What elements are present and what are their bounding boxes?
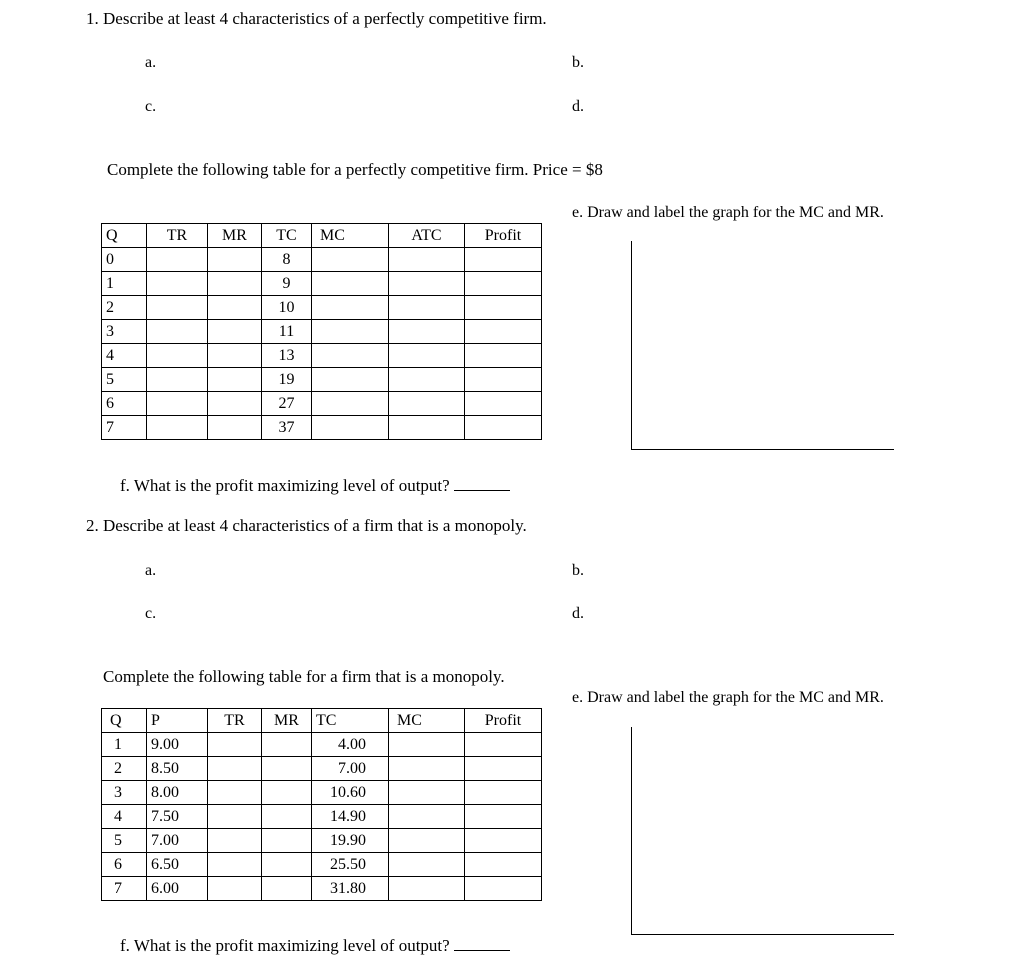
cell-mc[interactable] bbox=[312, 296, 389, 320]
cell-mc[interactable] bbox=[389, 781, 465, 805]
table-row bbox=[102, 344, 542, 368]
cell-tr[interactable] bbox=[147, 416, 208, 440]
q2-graph-y-axis bbox=[631, 727, 632, 935]
cell-profit[interactable] bbox=[465, 368, 542, 392]
cell-p: 7.00 bbox=[147, 829, 208, 853]
table-row bbox=[102, 877, 542, 901]
cell-p: 8.00 bbox=[147, 781, 208, 805]
cell-profit[interactable] bbox=[465, 853, 542, 877]
cell-profit[interactable] bbox=[465, 733, 542, 757]
cell-mr[interactable] bbox=[208, 392, 262, 416]
table-row bbox=[102, 368, 542, 392]
q1-graph-y-axis bbox=[631, 241, 632, 450]
cell-profit[interactable] bbox=[465, 248, 542, 272]
table-row bbox=[102, 416, 542, 440]
q1-graph-label: e. Draw and label the graph for the MC and MR. bbox=[572, 204, 884, 221]
cell-tc: 11 bbox=[262, 320, 312, 344]
cell-mr[interactable] bbox=[208, 344, 262, 368]
cell-mc[interactable] bbox=[312, 248, 389, 272]
q2-monopoly-table bbox=[101, 708, 542, 901]
cell-tc: 8 bbox=[262, 248, 312, 272]
cell-p: 6.50 bbox=[147, 853, 208, 877]
header-p: P bbox=[147, 709, 208, 733]
cell-profit[interactable] bbox=[465, 757, 542, 781]
cell-q: 4 bbox=[102, 344, 147, 368]
cell-tc: 19.90 bbox=[312, 829, 389, 853]
header-mc: MC bbox=[389, 709, 465, 733]
cell-tc: 4.00 bbox=[312, 733, 389, 757]
cell-mr[interactable] bbox=[262, 877, 312, 901]
q2-graph-x-axis bbox=[631, 934, 894, 935]
table-row bbox=[102, 805, 542, 829]
cell-q: 7 bbox=[102, 416, 147, 440]
cell-q: 7 bbox=[102, 877, 147, 901]
cell-q: 3 bbox=[102, 320, 147, 344]
cell-p: 7.50 bbox=[147, 805, 208, 829]
q1-profit-question-text: f. What is the profit maximizing level of output? bbox=[120, 476, 450, 495]
cell-p: 9.00 bbox=[147, 733, 208, 757]
cell-mr[interactable] bbox=[208, 248, 262, 272]
cell-tc: 19 bbox=[262, 368, 312, 392]
header-profit: Profit bbox=[465, 709, 542, 733]
cell-mr[interactable] bbox=[262, 805, 312, 829]
header-mc: MC bbox=[312, 224, 389, 248]
header-profit: Profit bbox=[465, 224, 542, 248]
cell-mc[interactable] bbox=[389, 829, 465, 853]
cell-profit[interactable] bbox=[465, 805, 542, 829]
cell-atc[interactable] bbox=[389, 368, 465, 392]
q1-cost-table bbox=[101, 223, 542, 440]
table-row bbox=[102, 757, 542, 781]
cell-tr[interactable] bbox=[208, 805, 262, 829]
cell-mc[interactable] bbox=[312, 344, 389, 368]
header-mr: MR bbox=[208, 224, 262, 248]
table-row bbox=[102, 853, 542, 877]
cell-mc[interactable] bbox=[389, 853, 465, 877]
cell-tr[interactable] bbox=[147, 296, 208, 320]
q1-option-d: d. bbox=[572, 98, 584, 115]
cell-p: 6.00 bbox=[147, 877, 208, 901]
q2-table-header-row bbox=[102, 709, 542, 733]
table-row bbox=[102, 248, 542, 272]
cell-mc[interactable] bbox=[312, 320, 389, 344]
q1-profit-question bbox=[120, 476, 510, 496]
table-row bbox=[102, 829, 542, 853]
cell-mc[interactable] bbox=[389, 757, 465, 781]
cell-mr[interactable] bbox=[208, 416, 262, 440]
cell-profit[interactable] bbox=[465, 829, 542, 853]
cell-mr[interactable] bbox=[262, 733, 312, 757]
q1-option-c: c. bbox=[145, 98, 157, 115]
cell-q: 4 bbox=[102, 805, 147, 829]
cell-tr[interactable] bbox=[208, 853, 262, 877]
cell-tr[interactable] bbox=[208, 757, 262, 781]
cell-atc[interactable] bbox=[389, 296, 465, 320]
cell-tc: 37 bbox=[262, 416, 312, 440]
cell-profit[interactable] bbox=[465, 781, 542, 805]
q2-graph-label: e. Draw and label the graph for the MC and MR. bbox=[572, 689, 884, 706]
cell-tc: 7.00 bbox=[312, 757, 389, 781]
cell-tc: 25.50 bbox=[312, 853, 389, 877]
cell-q: 1 bbox=[102, 733, 147, 757]
q2-profit-question-text: f. What is the profit maximizing level of output? bbox=[120, 936, 450, 955]
cell-q: 2 bbox=[102, 296, 147, 320]
cell-atc[interactable] bbox=[389, 392, 465, 416]
table-row bbox=[102, 296, 542, 320]
q2-title: 2. Describe at least 4 characteristics of a firm that is a monopoly. bbox=[86, 516, 527, 535]
cell-mr[interactable] bbox=[208, 272, 262, 296]
q2-table-intro: Complete the following table for a firm that is a monopoly. bbox=[103, 667, 505, 686]
cell-mr[interactable] bbox=[208, 320, 262, 344]
cell-q: 0 bbox=[102, 248, 147, 272]
cell-mr[interactable] bbox=[262, 757, 312, 781]
cell-atc[interactable] bbox=[389, 344, 465, 368]
cell-mc[interactable] bbox=[389, 733, 465, 757]
cell-tr[interactable] bbox=[147, 344, 208, 368]
q2-profit-question bbox=[120, 936, 510, 956]
cell-q: 3 bbox=[102, 781, 147, 805]
q1-answer-blank[interactable] bbox=[454, 476, 510, 491]
header-tr: TR bbox=[208, 709, 262, 733]
cell-mc[interactable] bbox=[312, 416, 389, 440]
cell-tc: 10 bbox=[262, 296, 312, 320]
cell-mr[interactable] bbox=[262, 781, 312, 805]
table-row bbox=[102, 392, 542, 416]
cell-mc[interactable] bbox=[312, 392, 389, 416]
cell-mr[interactable] bbox=[208, 368, 262, 392]
cell-tr[interactable] bbox=[147, 392, 208, 416]
cell-atc[interactable] bbox=[389, 320, 465, 344]
cell-tc: 14.90 bbox=[312, 805, 389, 829]
cell-tc: 31.80 bbox=[312, 877, 389, 901]
cell-profit[interactable] bbox=[465, 877, 542, 901]
cell-atc[interactable] bbox=[389, 416, 465, 440]
table-row bbox=[102, 781, 542, 805]
q2-answer-blank[interactable] bbox=[454, 936, 510, 951]
cell-q: 5 bbox=[102, 368, 147, 392]
cell-profit[interactable] bbox=[465, 392, 542, 416]
header-q: Q bbox=[102, 224, 147, 248]
cell-mr[interactable] bbox=[262, 853, 312, 877]
q2-option-a: a. bbox=[145, 562, 157, 579]
q1-title: 1. Describe at least 4 characteristics of a perfectly competitive firm. bbox=[86, 9, 547, 28]
cell-profit[interactable] bbox=[465, 272, 542, 296]
cell-tr[interactable] bbox=[147, 272, 208, 296]
cell-tc: 27 bbox=[262, 392, 312, 416]
cell-tr[interactable] bbox=[147, 320, 208, 344]
header-tc: TC bbox=[262, 224, 312, 248]
q1-option-b: b. bbox=[572, 54, 584, 71]
cell-q: 6 bbox=[102, 392, 147, 416]
cell-profit[interactable] bbox=[465, 320, 542, 344]
q2-option-d: d. bbox=[572, 605, 584, 622]
cell-tr[interactable] bbox=[147, 248, 208, 272]
cell-mr[interactable] bbox=[262, 829, 312, 853]
header-q: Q bbox=[102, 709, 147, 733]
cell-tc: 13 bbox=[262, 344, 312, 368]
cell-profit[interactable] bbox=[465, 416, 542, 440]
cell-mc[interactable] bbox=[389, 877, 465, 901]
cell-mc[interactable] bbox=[312, 272, 389, 296]
header-tc: TC bbox=[312, 709, 389, 733]
header-tr: TR bbox=[147, 224, 208, 248]
header-atc: ATC bbox=[389, 224, 465, 248]
cell-tr[interactable] bbox=[208, 781, 262, 805]
q1-table-header-row bbox=[102, 224, 542, 248]
cell-tr[interactable] bbox=[208, 829, 262, 853]
cell-tr[interactable] bbox=[147, 368, 208, 392]
cell-mc[interactable] bbox=[312, 368, 389, 392]
q2-option-b: b. bbox=[572, 562, 584, 579]
header-mr: MR bbox=[262, 709, 312, 733]
cell-atc[interactable] bbox=[389, 272, 465, 296]
q1-graph-x-axis bbox=[631, 449, 894, 450]
cell-atc[interactable] bbox=[389, 248, 465, 272]
cell-q: 6 bbox=[102, 853, 147, 877]
table-row bbox=[102, 733, 542, 757]
q1-option-a: a. bbox=[145, 54, 157, 71]
cell-tr[interactable] bbox=[208, 877, 262, 901]
cell-mc[interactable] bbox=[389, 805, 465, 829]
cell-tc: 9 bbox=[262, 272, 312, 296]
cell-profit[interactable] bbox=[465, 296, 542, 320]
cell-mr[interactable] bbox=[208, 296, 262, 320]
cell-q: 5 bbox=[102, 829, 147, 853]
cell-p: 8.50 bbox=[147, 757, 208, 781]
cell-tr[interactable] bbox=[208, 733, 262, 757]
cell-profit[interactable] bbox=[465, 344, 542, 368]
table-row bbox=[102, 320, 542, 344]
q2-option-c: c. bbox=[145, 605, 157, 622]
cell-q: 2 bbox=[102, 757, 147, 781]
table-row bbox=[102, 272, 542, 296]
cell-q: 1 bbox=[102, 272, 147, 296]
cell-tc: 10.60 bbox=[312, 781, 389, 805]
q1-table-intro: Complete the following table for a perfectly competitive firm. Price = $8 bbox=[107, 160, 603, 179]
